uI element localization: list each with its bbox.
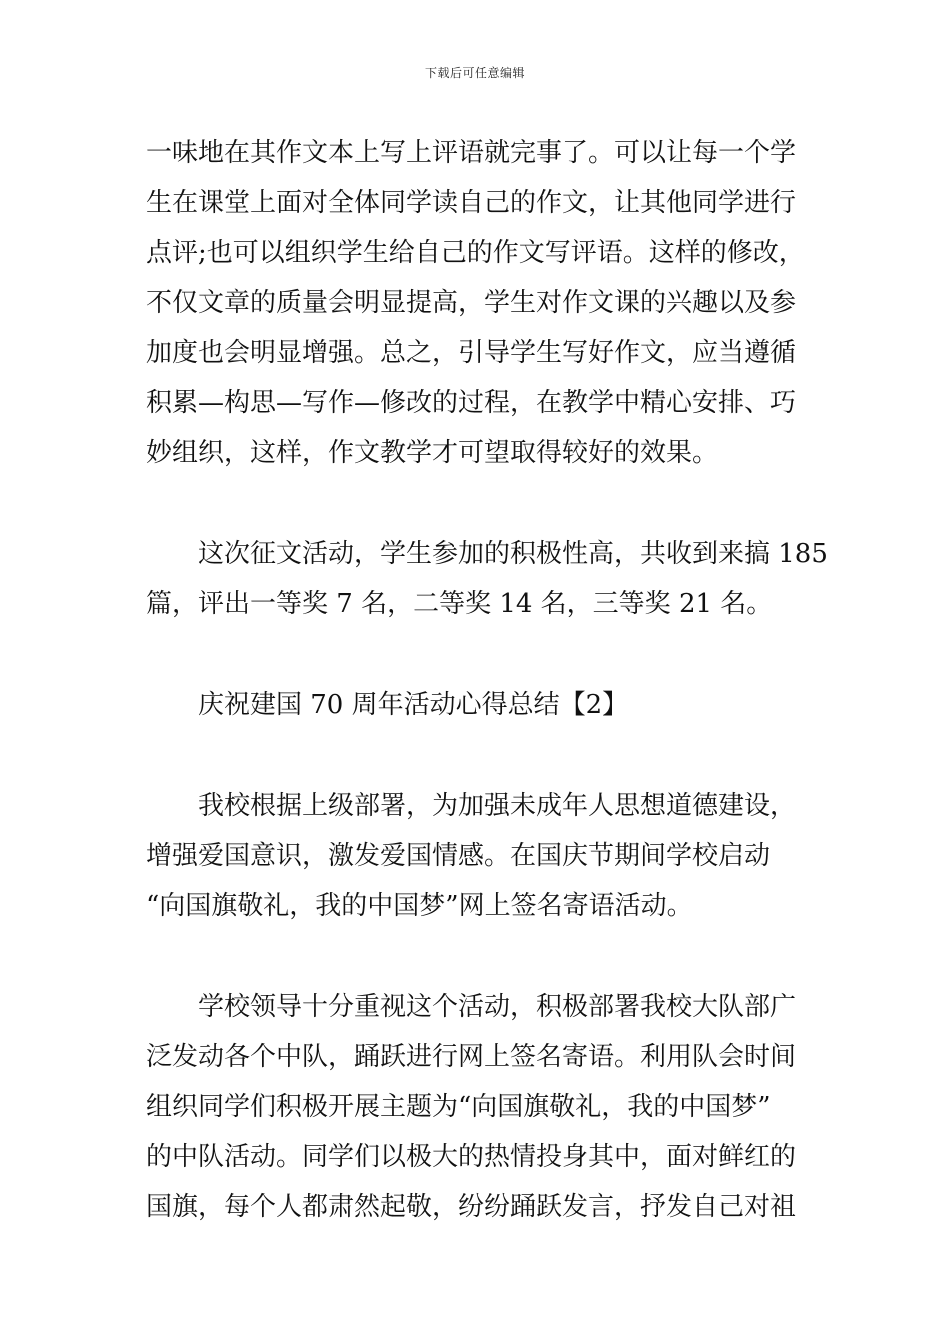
text-line: 组织同学们积极开展主题为“向国旗敬礼，我的中国梦” bbox=[146, 1092, 771, 1122]
paragraph-2 bbox=[146, 529, 828, 629]
text-line: 学校领导十分重视这个活动，积极部署我校大队部广 bbox=[198, 992, 797, 1022]
text-line: 的中队活动。同学们以极大的热情投身其中，面对鲜红的 bbox=[146, 1142, 797, 1172]
text-line: 泛发动各个中队，踊跃进行网上签名寄语。利用队会时间 bbox=[146, 1042, 797, 1072]
text-line: 妙组织，这样，作文教学才可望取得较好的效果。 bbox=[146, 438, 719, 468]
page-header: 下载后可任意编辑 bbox=[424, 66, 525, 80]
text-line: 增强爱国意识，激发爱国情感。在国庆节期间学校启动 bbox=[146, 841, 771, 871]
paragraph-1 bbox=[146, 128, 808, 478]
text-line: 我校根据上级部署，为加强未成年人思想道德建设， bbox=[198, 791, 797, 821]
text-line: “向国旗敬礼，我的中国梦”网上签名寄语活动。 bbox=[146, 891, 693, 921]
paragraph-4 bbox=[146, 982, 808, 1232]
paragraph-gap bbox=[146, 931, 808, 982]
text-line: 国旗，每个人都肃然起敬，纷纷踊跃发言，抒发自己对祖 bbox=[146, 1192, 797, 1222]
text-line: 篇，评出一等奖 7 名，二等奖 14 名，三等奖 21 名。 bbox=[146, 589, 773, 619]
document-body bbox=[146, 128, 828, 1232]
text-line: 不仅文章的质量会明显提高，学生对作文课的兴趣以及参 bbox=[146, 288, 797, 318]
paragraph-3 bbox=[146, 781, 808, 931]
paragraph-gap bbox=[146, 730, 808, 781]
heading-line: 庆祝建国 70 周年活动心得总结【2】 bbox=[198, 690, 629, 720]
text-line: 加度也会明显增强。总之，引导学生写好作文，应当遵循 bbox=[146, 338, 797, 368]
text-line: 一味地在其作文本上写上评语就完事了。可以让每一个学 bbox=[146, 138, 797, 168]
section-heading bbox=[146, 680, 808, 730]
text-line: 这次征文活动，学生参加的积极性高，共收到来搞 185 bbox=[198, 539, 828, 569]
text-line: 点评;也可以组织学生给自己的作文写评语。这样的修改， bbox=[146, 238, 805, 268]
text-line: 积累—构思—写作—修改的过程，在教学中精心安排、巧 bbox=[146, 388, 797, 418]
paragraph-gap bbox=[146, 629, 808, 680]
text-line: 生在课堂上面对全体同学读自己的作文，让其他同学进行 bbox=[146, 188, 797, 218]
paragraph-gap bbox=[146, 478, 808, 529]
